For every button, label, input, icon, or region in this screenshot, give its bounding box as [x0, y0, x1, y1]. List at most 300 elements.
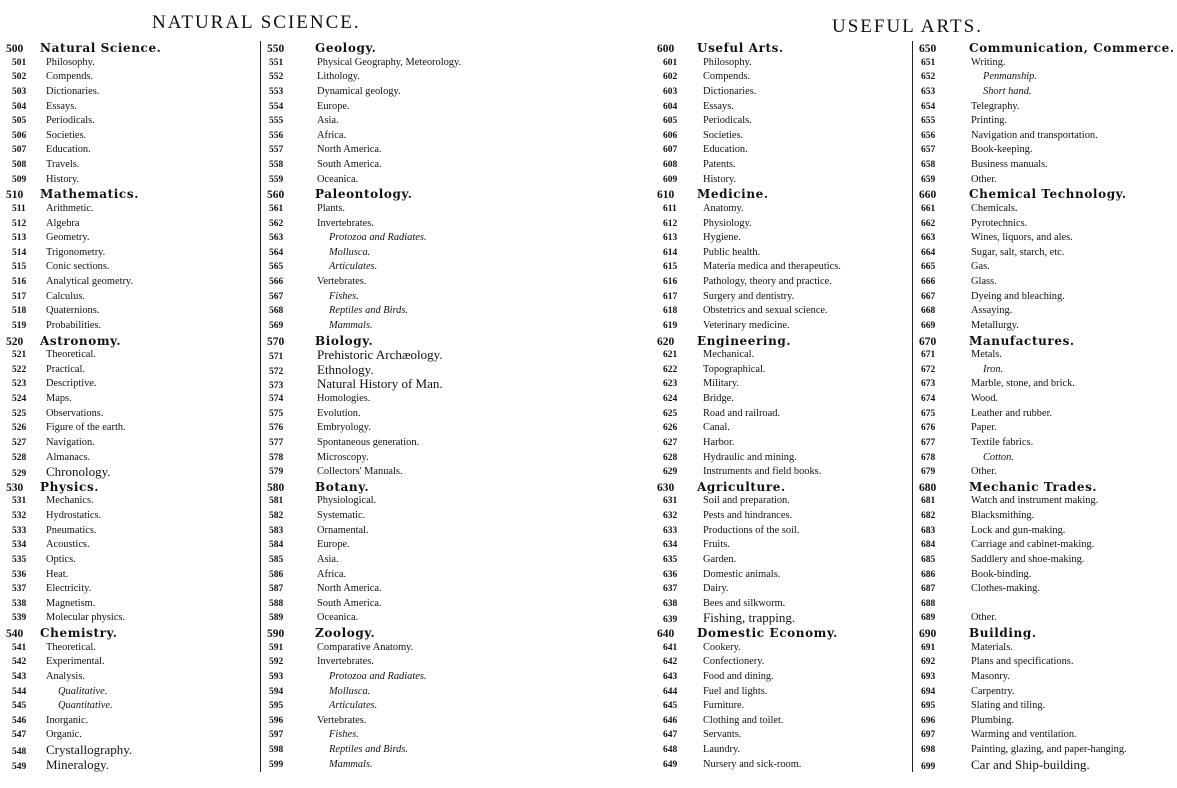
class-label: Paleontology. [315, 187, 413, 202]
class-number: 685 [921, 554, 936, 565]
list-item [261, 377, 641, 392]
class-label: Cotton. [983, 451, 1014, 463]
class-label: Fishes. [329, 729, 359, 741]
list-item [6, 392, 246, 407]
list-item [261, 70, 641, 85]
list-item [657, 743, 907, 758]
class-number: 649 [663, 759, 678, 770]
class-label: Writing. [971, 56, 1006, 68]
list-item [6, 436, 246, 451]
class-label: Patents. [703, 159, 736, 170]
class-label: Europe. [317, 539, 350, 551]
class-number: 681 [921, 496, 936, 507]
list-item [261, 641, 641, 656]
list-item [913, 743, 1175, 758]
class-label: Bees and silkworm. [703, 597, 786, 609]
class-label: Topographical. [703, 363, 766, 375]
class-label: Hygiene. [703, 232, 741, 244]
class-label: Assaying. [971, 305, 1013, 317]
class-number: 636 [663, 569, 678, 580]
class-label: Materials. [971, 641, 1013, 653]
list-item [6, 158, 246, 173]
class-label: Domestic animals. [703, 568, 781, 580]
list-item [6, 246, 246, 261]
list-item [6, 568, 246, 583]
class-number: 520 [6, 335, 24, 348]
class-label: Prehistoric Archæology. [317, 347, 443, 363]
list-item [261, 670, 641, 685]
section-heading [913, 480, 1175, 495]
list-item [261, 509, 641, 524]
class-label: Penmanship. [983, 71, 1037, 83]
class-label: Asia. [317, 553, 339, 565]
class-label: Qualitative. [58, 685, 108, 697]
class-label: Figure of the earth. [46, 422, 126, 434]
section-heading [261, 187, 641, 202]
list-item [657, 670, 907, 685]
list-item [261, 538, 641, 553]
class-label: Other. [971, 466, 997, 478]
column-c2 [260, 41, 641, 772]
class-label: Biology. [315, 333, 374, 348]
class-number: 657 [921, 145, 936, 156]
class-label: Magnetism. [46, 597, 96, 609]
class-label: Theoretical. [46, 349, 96, 361]
list-item [6, 553, 246, 568]
list-item [913, 524, 1175, 539]
class-label: Military. [703, 378, 739, 390]
class-label: Quantitative. [58, 700, 113, 712]
list-item [913, 641, 1175, 656]
class-number: 537 [12, 584, 27, 595]
class-number: 570 [267, 335, 285, 348]
list-item [657, 714, 907, 729]
class-number: 603 [663, 86, 678, 97]
list-item [913, 436, 1175, 451]
class-label: Oceanica. [317, 612, 359, 624]
class-number: 539 [12, 613, 27, 624]
class-number: 635 [663, 554, 678, 565]
class-number: 531 [12, 496, 27, 507]
class-number: 553 [269, 86, 284, 97]
class-label: Other. [971, 612, 997, 624]
class-number: 641 [663, 642, 678, 653]
list-item [913, 158, 1175, 173]
class-number: 610 [657, 189, 675, 202]
class-label: Electricity. [46, 583, 92, 595]
class-number: 639 [663, 615, 678, 626]
class-number: 555 [269, 116, 284, 127]
list-item [913, 143, 1175, 158]
class-number: 527 [12, 437, 27, 448]
class-number: 618 [663, 306, 678, 317]
class-number: 692 [921, 657, 936, 668]
class-number: 502 [12, 72, 27, 83]
list-item [657, 538, 907, 553]
class-label: Carriage and cabinet-making. [971, 539, 1095, 551]
class-label: Fishing, trapping. [703, 610, 796, 626]
class-label: Confectionery. [703, 656, 765, 668]
class-number: 530 [6, 481, 24, 494]
class-label: Algebra [46, 217, 80, 229]
class-number: 574 [269, 394, 284, 404]
class-number: 580 [267, 481, 285, 494]
class-number: 667 [921, 291, 936, 302]
class-label: Trigonometry. [46, 246, 106, 258]
class-label: Quaternions. [46, 305, 100, 317]
class-number: 550 [267, 43, 285, 55]
class-number: 525 [12, 408, 27, 419]
class-label: Furniture. [703, 700, 745, 712]
class-label: Ornamental. [317, 524, 369, 536]
section-heading [657, 480, 907, 495]
class-label: Car and Ship-building. [971, 756, 1090, 772]
class-number: 560 [267, 189, 285, 202]
class-label: Mechanical. [703, 349, 755, 361]
class-number: 626 [663, 423, 678, 434]
list-item [657, 319, 907, 334]
class-label: Physiological. [317, 495, 377, 507]
class-label: Invertebrates. [317, 217, 374, 229]
class-number: 689 [921, 613, 936, 624]
list-item [261, 597, 641, 612]
list-item [657, 451, 907, 466]
class-number: 519 [12, 320, 27, 331]
class-number: 588 [269, 598, 284, 609]
class-number: 508 [12, 160, 27, 170]
list-item [913, 699, 1175, 714]
class-number: 582 [269, 511, 284, 521]
class-label: Articulates. [329, 261, 378, 273]
class-label: Nursery and sick-room. [703, 758, 802, 770]
class-number: 632 [663, 511, 678, 521]
list-item [657, 56, 907, 71]
list-item [261, 568, 641, 583]
class-number: 643 [663, 671, 678, 682]
class-label: Blacksmithing. [971, 510, 1035, 521]
list-item [261, 275, 641, 290]
list-item [6, 524, 246, 539]
class-label: Servants. [703, 729, 742, 741]
class-label: Bridge. [703, 393, 734, 404]
class-number: 577 [269, 437, 284, 448]
class-number: 634 [663, 540, 678, 551]
class-label: Chemical Technology. [969, 187, 1127, 202]
class-label: Slating and tiling. [971, 700, 1046, 712]
class-label: Food and dining. [703, 670, 774, 682]
list-item [261, 655, 641, 670]
class-number: 630 [657, 481, 675, 494]
class-label: Wood. [971, 393, 999, 404]
class-number: 654 [921, 101, 936, 112]
list-item [261, 319, 641, 334]
list-item [6, 407, 246, 422]
list-item [6, 114, 246, 129]
class-number: 612 [663, 218, 678, 229]
list-item [261, 392, 641, 407]
list-item [261, 524, 641, 539]
class-number: 646 [663, 715, 678, 726]
class-number: 568 [269, 306, 284, 317]
section-heading [913, 41, 1175, 56]
class-label: Molecular physics. [46, 612, 126, 624]
list-item [657, 202, 907, 217]
class-number: 592 [269, 657, 284, 668]
list-item [261, 217, 641, 232]
class-number: 663 [921, 233, 936, 244]
class-number: 538 [12, 598, 27, 609]
list-item [261, 246, 641, 261]
class-label: Plants. [317, 202, 346, 214]
list-item [913, 100, 1175, 115]
class-label: Dictionaries. [703, 85, 757, 97]
list-item [657, 685, 907, 700]
list-item [6, 173, 246, 188]
list-item [913, 85, 1175, 100]
list-item [657, 231, 907, 246]
class-number: 511 [12, 203, 26, 214]
column-c4 [912, 41, 1175, 772]
class-label: Marble, stone, and brick. [971, 378, 1075, 390]
class-label: Masonry. [971, 670, 1010, 682]
class-number: 699 [921, 761, 936, 772]
class-number: 578 [269, 452, 284, 463]
class-label: Veterinary medicine. [703, 319, 790, 331]
class-label: Building. [969, 626, 1037, 640]
class-label: Road and railroad. [703, 407, 781, 419]
list-item [6, 685, 246, 700]
class-label: Garden. [703, 553, 737, 565]
class-number: 662 [921, 218, 936, 229]
section-heading [261, 334, 641, 349]
class-label: Compends. [46, 71, 94, 83]
list-item [657, 70, 907, 85]
class-label: Education. [703, 144, 748, 156]
list-item [913, 392, 1175, 407]
class-number: 698 [921, 745, 936, 755]
class-label: Domestic Economy. [697, 626, 838, 640]
list-item [657, 143, 907, 158]
list-item [913, 728, 1175, 743]
list-item [657, 655, 907, 670]
class-number: 593 [269, 671, 284, 682]
list-item [6, 538, 246, 553]
list-item [6, 56, 246, 71]
column-c3 [657, 41, 907, 772]
class-number: 542 [12, 657, 27, 668]
class-number: 552 [269, 72, 284, 83]
class-number: 504 [12, 101, 27, 112]
list-item [261, 231, 641, 246]
list-item [657, 363, 907, 378]
list-item [6, 421, 246, 436]
class-label: Practical. [46, 363, 85, 375]
class-number: 557 [269, 145, 284, 156]
class-number: 590 [267, 628, 285, 640]
class-label: Protozoa and Radiates. [329, 670, 427, 682]
list-item [657, 290, 907, 305]
list-item [657, 100, 907, 115]
class-label: Cookery. [703, 641, 741, 653]
class-number: 563 [269, 233, 284, 244]
class-label: Astronomy. [40, 333, 122, 348]
class-number: 684 [921, 540, 936, 551]
class-label: North America. [317, 144, 382, 156]
list-item [261, 85, 641, 100]
list-item [913, 246, 1175, 261]
list-item [261, 304, 641, 319]
list-item [913, 538, 1175, 553]
class-number: 669 [921, 320, 936, 331]
class-number: 613 [663, 233, 678, 244]
class-number: 540 [6, 628, 24, 640]
list-item [913, 670, 1175, 685]
class-label: Compends. [703, 71, 751, 83]
class-number: 534 [12, 540, 27, 551]
class-number: 625 [663, 408, 678, 419]
section-heading [261, 41, 641, 56]
class-label: Sugar, salt, starch, etc. [971, 246, 1065, 258]
list-item [6, 655, 246, 670]
class-number: 528 [12, 452, 27, 463]
class-label: Physics. [40, 479, 100, 494]
list-item [261, 421, 641, 436]
list-item [913, 597, 1175, 612]
class-label: Spontaneous generation. [317, 436, 420, 448]
class-label: Geometry. [46, 232, 90, 244]
class-number: 609 [663, 174, 678, 185]
list-item [261, 56, 641, 71]
class-number: 584 [269, 540, 284, 551]
class-label: Africa. [317, 129, 347, 141]
list-item [6, 129, 246, 144]
class-label: History. [703, 173, 737, 185]
class-number: 512 [12, 218, 27, 229]
class-label: Botany. [315, 479, 370, 494]
class-number: 604 [663, 101, 678, 112]
class-number: 687 [921, 584, 936, 595]
class-label: Saddlery and shoe-making. [971, 553, 1085, 565]
class-number: 532 [12, 511, 27, 521]
class-number: 602 [663, 72, 678, 83]
list-item [6, 260, 246, 275]
list-item [657, 377, 907, 392]
class-label: Africa. [317, 568, 347, 580]
class-label: Almanacs. [46, 451, 91, 463]
class-number: 693 [921, 671, 936, 682]
list-item [6, 217, 246, 232]
list-item [6, 100, 246, 115]
list-item [657, 246, 907, 261]
class-label: Collectors' Manuals. [317, 466, 403, 478]
class-label: Short hand. [983, 85, 1032, 97]
class-label: Ethnology. [317, 361, 374, 377]
class-label: Reptiles and Birds. [329, 305, 408, 317]
list-item [6, 611, 246, 626]
class-number: 566 [269, 277, 284, 287]
list-item [6, 451, 246, 466]
list-item [6, 304, 246, 319]
list-item [913, 377, 1175, 392]
class-label: Clothes-making. [971, 583, 1040, 595]
list-item [6, 348, 246, 363]
list-item [657, 758, 907, 773]
class-label: Chronology. [46, 464, 111, 480]
class-number: 599 [269, 759, 284, 770]
list-item [657, 728, 907, 743]
class-number: 677 [921, 437, 936, 448]
section-heading [261, 480, 641, 495]
class-number: 691 [921, 642, 936, 653]
class-number: 546 [12, 715, 27, 726]
section-heading [261, 626, 641, 641]
list-item [913, 655, 1175, 670]
list-item [913, 319, 1175, 334]
class-label: Chemistry. [40, 626, 118, 640]
class-number: 575 [269, 408, 284, 419]
class-label: Analysis. [46, 670, 85, 682]
list-item [6, 70, 246, 85]
class-label: Experimental. [46, 656, 105, 668]
list-item [6, 231, 246, 246]
list-item [6, 582, 246, 597]
class-number: 517 [12, 291, 27, 302]
class-label: Navigation and transportation. [971, 129, 1098, 141]
class-number: 581 [269, 496, 284, 507]
class-label: Optics. [46, 553, 76, 565]
list-item [913, 202, 1175, 217]
list-item [261, 348, 641, 363]
class-number: 611 [663, 203, 677, 214]
class-number: 623 [663, 379, 678, 390]
class-number: 522 [12, 364, 27, 375]
list-item [261, 728, 641, 743]
list-item [657, 641, 907, 656]
list-item [261, 582, 641, 597]
class-number: 695 [921, 701, 936, 712]
class-number: 510 [6, 189, 24, 202]
class-number: 562 [269, 218, 284, 229]
class-label: Protozoa and Radiates. [329, 232, 427, 244]
class-number: 526 [12, 423, 27, 434]
class-label: Mechanics. [46, 495, 94, 507]
class-label: Societies. [703, 129, 744, 141]
list-item [913, 275, 1175, 290]
section-heading [6, 626, 246, 641]
class-label: Calculus. [46, 290, 85, 302]
class-label: Watch and instrument making. [971, 495, 1099, 507]
class-number: 523 [12, 379, 27, 390]
class-label: Zoology. [315, 626, 376, 640]
class-label: South America. [317, 597, 382, 609]
class-label: Societies. [46, 129, 87, 141]
class-number: 648 [663, 745, 678, 755]
class-number: 598 [269, 745, 284, 755]
class-label: Invertebrates. [317, 656, 374, 668]
list-item [261, 436, 641, 451]
class-label: Soil and preparation. [703, 495, 790, 507]
section-heading [657, 41, 907, 56]
list-item [913, 348, 1175, 363]
class-number: 549 [12, 761, 27, 772]
class-number: 615 [663, 262, 678, 273]
class-number: 671 [921, 350, 936, 361]
class-number: 637 [663, 584, 678, 595]
class-number: 676 [921, 423, 936, 434]
list-item [913, 494, 1175, 509]
class-number: 535 [12, 554, 27, 565]
class-label: Textile fabrics. [971, 436, 1034, 448]
